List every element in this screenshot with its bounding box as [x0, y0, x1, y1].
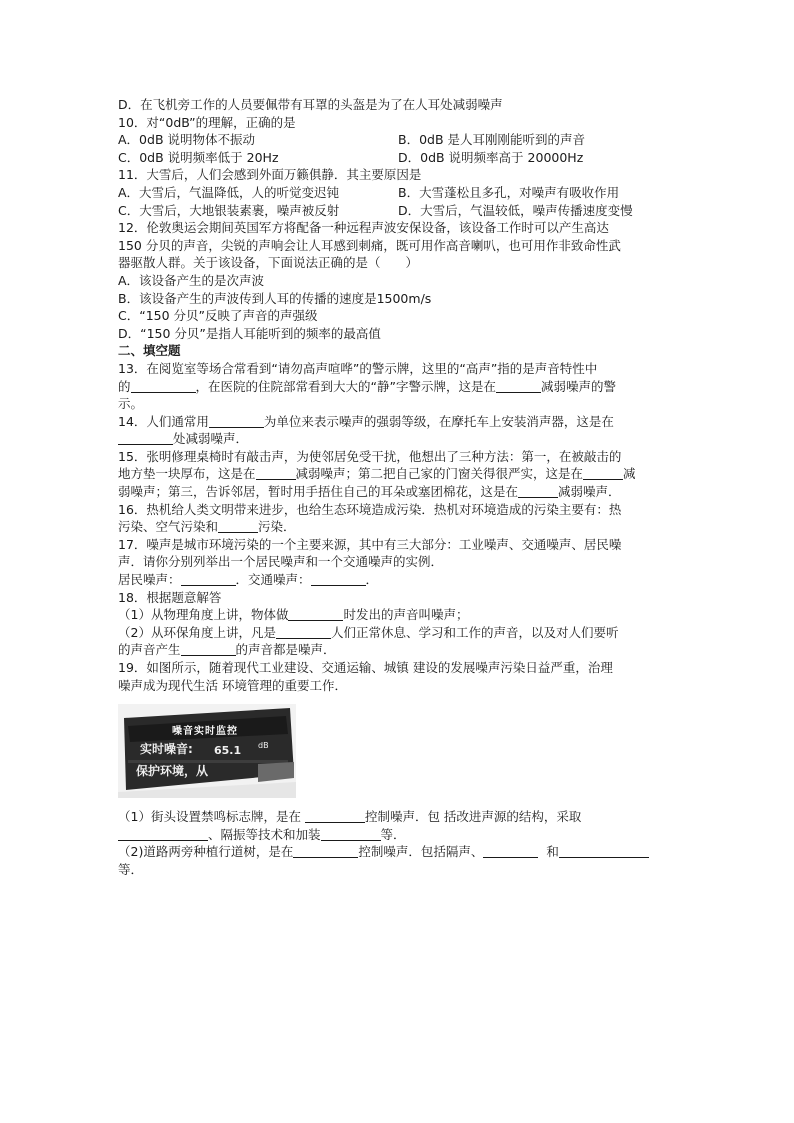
- q15-blank-1[interactable]: [256, 467, 296, 480]
- q19-blank-3[interactable]: [321, 828, 381, 841]
- sign-title: 噪音实时监控: [172, 726, 238, 738]
- q10-stem: 10．对“0dB”的理解，正确的是: [118, 114, 296, 130]
- q12-option-b: B．该设备产生的声波传到人耳的传播的速度是1500m/s: [118, 290, 432, 306]
- q12-stem-line2: 150 分贝的声音，尖锐的声响会让人耳感到刺痛，既可用作高音喇叭，也可用作非致命性武: [118, 237, 621, 253]
- q19-part1: （1）街头设置禁鸣标志牌，是在 控制噪声．包 括改进声源的结构，采取: [118, 809, 582, 825]
- q13-line2: 的 ，在医院的住院部常看到大大的“静”字警示牌，这是在 减弱噪声的警: [118, 378, 616, 394]
- q18-part2: （2）从环保角度上讲，凡是 人们正常休息、学习和工作的声音，以及对人们要听: [118, 624, 619, 640]
- q14-blank-1[interactable]: [209, 415, 264, 428]
- q12-option-c: C．“150 分贝”反映了声音的声强级: [118, 308, 318, 324]
- q19-line1: 19．如图所示，随着现代工业建设、交通运输、城镇 建设的发展噪声污染日益严重，治理: [118, 660, 613, 675]
- q19-blank-1[interactable]: [305, 810, 365, 823]
- q15-blank-2[interactable]: [583, 467, 623, 480]
- q17-line3: 居民噪声： ．交通噪声： ．: [118, 572, 379, 588]
- q18-part1: （1）从物理角度上讲，物体做 时发出的声音叫噪声；: [118, 607, 469, 623]
- q10-options-ab: [118, 131, 678, 149]
- q18-blank-1[interactable]: [288, 608, 343, 621]
- q17-blank-residential[interactable]: [181, 573, 236, 586]
- q15-line2: 地方垫一块厚布，这是在 减弱噪声；第二把自己家的门窗关得很严实，这是在 减: [118, 466, 636, 482]
- q15-line1: 15．张明修理桌椅时有敲击声，为使邻居免受干扰，他想出了三种方法：第一，在被敲击的: [118, 448, 622, 464]
- q11-option-b: B．大雪蓬松且多孔，对噪声有吸收作用: [398, 184, 620, 200]
- q11-stem: 11．大雪后，人们会感到外面万籁俱静．其主要原因是: [118, 167, 422, 183]
- q11-options-ab: [118, 184, 678, 202]
- sign-noise-unit: dB: [258, 741, 269, 751]
- section-heading-fill-blank: 二、填空题: [118, 343, 181, 359]
- sign-noise-value: 65.1: [214, 744, 242, 758]
- q18-stem: 18．根据题意解答: [118, 589, 222, 605]
- q12-option-d: D．“150 分贝”是指人耳能听到的频率的最高值: [118, 325, 381, 341]
- q12-option-a: A．该设备产生的是次声波: [118, 272, 265, 288]
- q11-option-a: A．大雪后，气温降低，人的听觉变迟钝: [118, 184, 340, 200]
- q11-options-cd: [118, 202, 678, 220]
- q19-line2: 噪声成为现代生活 环境管理的重要工作．: [118, 677, 347, 693]
- q19-blank-6[interactable]: [559, 845, 649, 858]
- q19-blank-4[interactable]: [293, 845, 358, 858]
- q13-line1: 13．在阅览室等场合常看到“请勿高声喧哗”的警示牌，这里的“高声”指的是声音特性中: [118, 360, 598, 376]
- q11-option-c: C．大雪后，大地银装素裹，噪声被反射: [118, 202, 340, 218]
- q17-line1: 17．噪声是城市环境污染的一个主要来源，其中有三大部分：工业噪声、交通噪声、居民噪: [118, 536, 622, 552]
- q18-part3: 的声音产生 的声音都是噪声．: [118, 642, 336, 658]
- q19-blank-2[interactable]: [118, 828, 208, 841]
- q12-stem-line3: 器驱散人群。关于该设备，下面说法正确的是（ ）: [118, 255, 419, 271]
- q17-blank-traffic[interactable]: [311, 573, 366, 586]
- q13-blank-2[interactable]: [496, 380, 541, 393]
- q12-stem-line1: 12．伦敦奥运会期间英国军方将配备一种远程声波安保设备，该设备工作时可以产生高达: [118, 220, 609, 236]
- q10-option-a: A．0dB 说明物体不振动: [118, 132, 255, 148]
- q10-option-b: B．0dB 是人耳刚刚能听到的声音: [398, 132, 586, 148]
- q14-line2: 处减弱噪声．: [118, 430, 678, 448]
- q13-blank-1[interactable]: [131, 380, 196, 393]
- q15-blank-3[interactable]: [518, 485, 558, 498]
- q16-line1: 16．热机给人类文明带来进步，也给生态环境造成污染．热机对环境造成的污染主要有：热: [118, 501, 622, 517]
- q19-blank-5[interactable]: [483, 845, 538, 858]
- q18-blank-3[interactable]: [181, 643, 236, 656]
- sign-noise-label: 实时噪音:: [140, 742, 193, 757]
- sign-slogan: 保护环境，从: [136, 764, 209, 779]
- q18-blank-2[interactable]: [276, 626, 331, 639]
- q14-line1: 14．人们通常用 为单位来表示噪声的强弱等级，在摩托车上安装消声器，这是在: [118, 413, 614, 429]
- q9-option-d: D．在飞机旁工作的人员要佩带有耳罩的头盔是为了在人耳处减弱噪声: [118, 97, 503, 112]
- q11-option-d: D．大雪后，气温较低，噪声传播速度变慢: [398, 202, 633, 218]
- q17-line2: 声．请你分别列举出一个居民噪声和一个交通噪声的实例．: [118, 554, 444, 570]
- q14-blank-2[interactable]: [118, 432, 173, 445]
- q19-part2: （2)道路两旁种植行道树，是在 控制噪声．包括隔声、 和: [118, 843, 678, 861]
- q19-part2-cont: 等．: [118, 861, 144, 877]
- q16-blank-1[interactable]: [218, 520, 258, 533]
- worksheet-page: [118, 96, 678, 879]
- q10-option-c: C．0dB 说明频率低于 20Hz: [118, 149, 279, 165]
- noise-monitor-sign-photo: [118, 704, 296, 798]
- q10-option-d: D．0dB 说明频率高于 20000Hz: [398, 149, 584, 165]
- q16-line2: 污染、空气污染和 污染．: [118, 519, 296, 535]
- q19-part1-cont: 、隔振等技术和加装 等．: [118, 826, 678, 844]
- q10-options-cd: [118, 149, 678, 167]
- q13-line3: 示。: [118, 396, 144, 412]
- q15-line3: 弱噪声；第三，告诉邻居，暂时用手捂住自己的耳朵或塞团棉花，这是在 减弱噪声．: [118, 484, 621, 500]
